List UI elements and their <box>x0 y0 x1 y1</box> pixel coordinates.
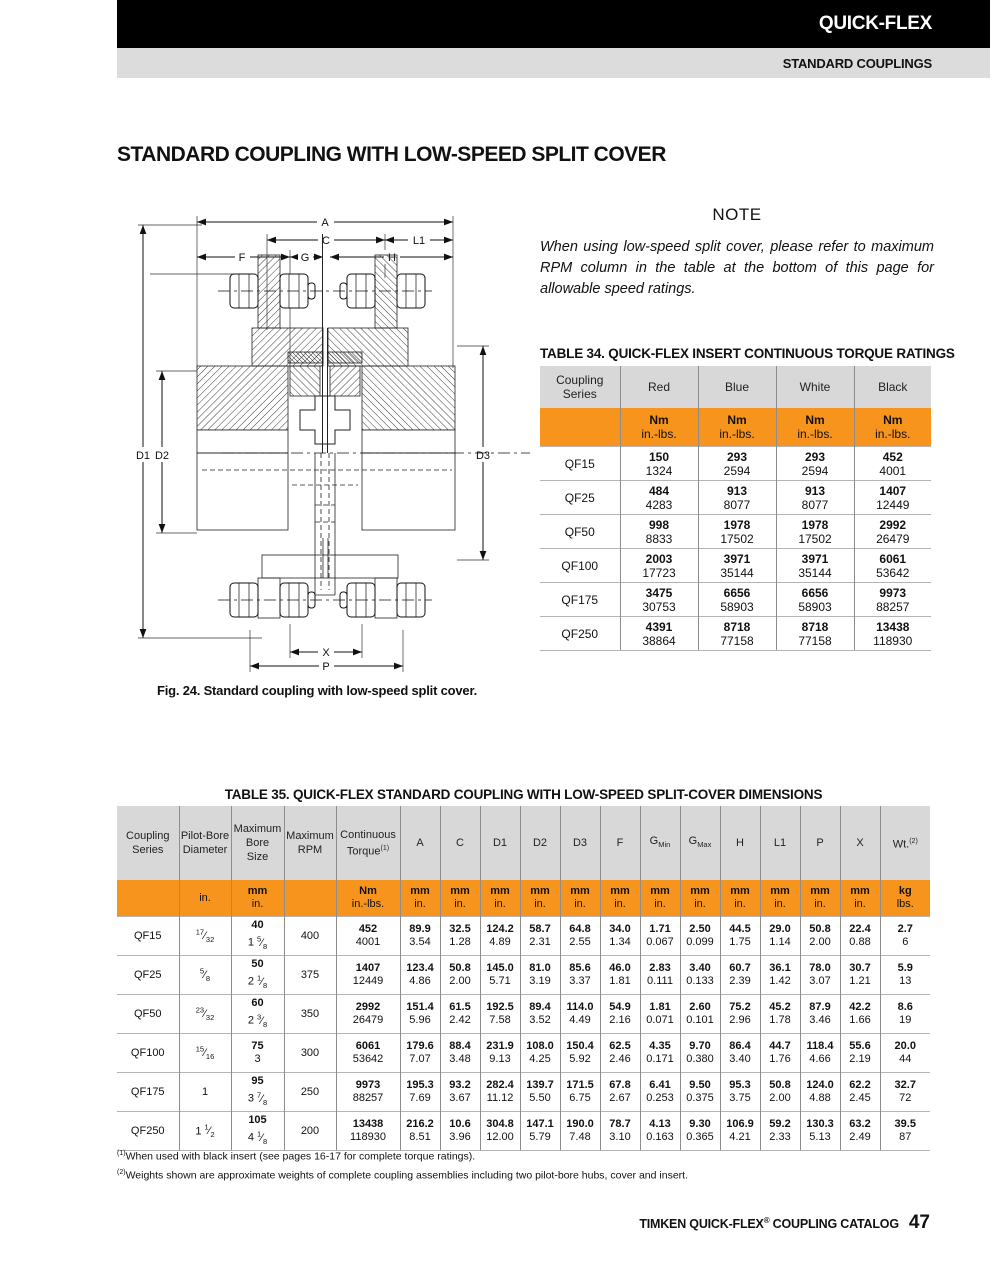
table-row <box>117 1034 930 1073</box>
dimension-cell: 2.50 0.099 <box>680 917 720 956</box>
units-cell: mm in. <box>600 880 640 917</box>
torque-cell: 1407 12449 <box>854 481 931 515</box>
dimension-cell: 3.40 0.133 <box>680 956 720 995</box>
column-header: Blue <box>698 366 776 408</box>
torque-cell: 1978 17502 <box>698 515 776 549</box>
torque-cell: 913 8077 <box>776 481 854 515</box>
dim-label-l1: L1 <box>412 235 426 247</box>
dimension-cell: 81.0 3.19 <box>520 956 560 995</box>
dimension-cell: 4.13 0.163 <box>640 1112 680 1151</box>
series-cell: QF50 <box>117 995 179 1034</box>
dimension-cell: 2992 26479 <box>336 995 400 1034</box>
series-cell: QF50 <box>540 515 620 549</box>
column-header: D1 <box>480 806 520 880</box>
dimension-cell: 89.9 3.54 <box>400 917 440 956</box>
dimension-cell: 4.35 0.171 <box>640 1034 680 1073</box>
dimension-cell: 1407 12449 <box>336 956 400 995</box>
table-row <box>540 481 931 515</box>
table-row <box>117 1073 930 1112</box>
column-header: Maximum Bore Size <box>231 806 284 880</box>
dimension-cell: 50.8 2.00 <box>800 917 840 956</box>
max-rpm-cell: 375 <box>284 956 336 995</box>
dimension-cell: 1.71 0.067 <box>640 917 680 956</box>
column-header: Coupling Series <box>117 806 179 880</box>
dimension-cell: 60.7 2.39 <box>720 956 760 995</box>
max-rpm-cell: 200 <box>284 1112 336 1151</box>
dimension-cell: 124.0 4.88 <box>800 1073 840 1112</box>
max-rpm-cell: 300 <box>284 1034 336 1073</box>
dimension-cell: 59.2 2.33 <box>760 1112 800 1151</box>
units-cell: mm in. <box>680 880 720 917</box>
column-header: Red <box>620 366 698 408</box>
dim-label-g: G <box>300 252 310 264</box>
table35-title: TABLE 35. QUICK-FLEX STANDARD COUPLING WITH LOW-SPEED SPLIT-COVER DIMENSIONS <box>224 787 823 802</box>
torque-cell: 4391 38864 <box>620 617 698 651</box>
dimension-cell: 88.4 3.48 <box>440 1034 480 1073</box>
column-header: White <box>776 366 854 408</box>
dimension-cell: 95.3 3.75 <box>720 1073 760 1112</box>
series-cell: QF25 <box>540 481 620 515</box>
column-header: D3 <box>560 806 600 880</box>
table-row <box>540 549 931 583</box>
max-bore-cell: 40 1 $^5⁄_8$ <box>231 917 284 956</box>
dimension-cell: 2.83 0.111 <box>640 956 680 995</box>
pilot-bore-cell: $^{23}⁄_{32}$ <box>179 995 231 1034</box>
column-header: Coupling Series <box>540 366 620 408</box>
units-cell: mm in. <box>840 880 880 917</box>
series-cell: QF250 <box>117 1112 179 1151</box>
dim-label-d1: D1 <box>135 450 151 462</box>
dimension-cell: 64.8 2.55 <box>560 917 600 956</box>
dimension-cell: 75.2 2.96 <box>720 995 760 1034</box>
table-row <box>540 583 931 617</box>
table-row <box>540 617 931 651</box>
max-rpm-cell: 350 <box>284 995 336 1034</box>
footnote: $^{(1)}$When used with black insert (see pages 16-17 for complete torque ratings). <box>117 1150 476 1163</box>
torque-cell: 3971 35144 <box>698 549 776 583</box>
pilot-bore-cell: 1 <box>179 1073 231 1112</box>
dimension-cell: 192.5 7.58 <box>480 995 520 1034</box>
dimension-cell: 39.5 87 <box>880 1112 930 1151</box>
series-cell: QF175 <box>540 583 620 617</box>
dimension-cell: 32.5 1.28 <box>440 917 480 956</box>
column-header: Wt.$^{(2)}$ <box>880 806 930 880</box>
dimension-cell: 20.0 44 <box>880 1034 930 1073</box>
dimension-cell: 6061 53642 <box>336 1034 400 1073</box>
torque-cell: 13438 118930 <box>854 617 931 651</box>
units-cell: Nm in.-lbs. <box>776 408 854 447</box>
dimension-cell: 118.4 4.66 <box>800 1034 840 1073</box>
series-cell: QF175 <box>117 1073 179 1112</box>
torque-cell: 2992 26479 <box>854 515 931 549</box>
figure-caption: Fig. 24. Standard coupling with low-speed split cover. <box>156 683 478 698</box>
torque-cell: 913 8077 <box>698 481 776 515</box>
dimension-cell: 124.2 4.89 <box>480 917 520 956</box>
series-cell: QF100 <box>540 549 620 583</box>
brand-title: QUICK-FLEX <box>818 13 932 34</box>
table-row <box>117 917 930 956</box>
dimension-cell: 139.7 5.50 <box>520 1073 560 1112</box>
max-bore-cell: 60 2 $^3⁄_8$ <box>231 995 284 1034</box>
page-footer <box>117 1212 930 1234</box>
max-bore-cell: 75 3 <box>231 1034 284 1073</box>
column-header: H <box>720 806 760 880</box>
dimension-cell: 282.4 11.12 <box>480 1073 520 1112</box>
table-row <box>540 447 931 481</box>
torque-cell: 998 8833 <box>620 515 698 549</box>
coupling-cross-section-diagram <box>112 200 532 682</box>
torque-cell: 2003 17723 <box>620 549 698 583</box>
dimension-cell: 78.0 3.07 <box>800 956 840 995</box>
shaft-lines <box>315 453 335 595</box>
dimension-cell: 150.4 5.92 <box>560 1034 600 1073</box>
table34-torque-ratings <box>540 366 931 651</box>
units-cell <box>540 408 620 447</box>
units-cell: mm in. <box>231 880 284 917</box>
dimension-cell: 5.9 13 <box>880 956 930 995</box>
max-bore-cell: 50 2 $^1⁄_8$ <box>231 956 284 995</box>
dimension-cell: 34.0 1.34 <box>600 917 640 956</box>
torque-cell: 3971 35144 <box>776 549 854 583</box>
dimension-cell: 123.4 4.86 <box>400 956 440 995</box>
torque-cell: 293 2594 <box>776 447 854 481</box>
dimension-cell: 13438 118930 <box>336 1112 400 1151</box>
dimension-cell: 216.2 8.51 <box>400 1112 440 1151</box>
dimension-cell: 171.5 6.75 <box>560 1073 600 1112</box>
page-title: STANDARD COUPLING WITH LOW-SPEED SPLIT COVER <box>117 143 666 166</box>
dimension-cell: 42.2 1.66 <box>840 995 880 1034</box>
units-cell: mm in. <box>480 880 520 917</box>
torque-cell: 150 1324 <box>620 447 698 481</box>
dimension-cell: 67.8 2.67 <box>600 1073 640 1112</box>
dimension-cell: 304.8 12.00 <box>480 1112 520 1151</box>
dimension-cell: 147.1 5.79 <box>520 1112 560 1151</box>
torque-cell: 8718 77158 <box>776 617 854 651</box>
torque-cell: 6656 58903 <box>776 583 854 617</box>
units-cell: in. <box>179 880 231 917</box>
dimension-cell: 50.8 2.00 <box>440 956 480 995</box>
dimension-cell: 87.9 3.46 <box>800 995 840 1034</box>
dimension-cell: 9.30 0.365 <box>680 1112 720 1151</box>
page-number: 47 <box>908 1212 930 1233</box>
torque-cell: 484 4283 <box>620 481 698 515</box>
figure-24-drawing <box>112 200 532 682</box>
dimension-cell: 46.0 1.81 <box>600 956 640 995</box>
dimension-cell: 9.70 0.380 <box>680 1034 720 1073</box>
units-cell: Nm in.-lbs. <box>620 408 698 447</box>
dimension-cell: 44.7 1.76 <box>760 1034 800 1073</box>
dimension-cell: 22.4 0.88 <box>840 917 880 956</box>
max-rpm-cell: 250 <box>284 1073 336 1112</box>
torque-cell: 9973 88257 <box>854 583 931 617</box>
dimension-cell: 2.7 6 <box>880 917 930 956</box>
column-header: Continuous Torque$^{(1)}$ <box>336 806 400 880</box>
dimension-cell: 61.5 2.42 <box>440 995 480 1034</box>
dimension-cell: 231.9 9.13 <box>480 1034 520 1073</box>
dimension-cell: 45.2 1.78 <box>760 995 800 1034</box>
column-header: Maximum RPM <box>284 806 336 880</box>
torque-cell: 1978 17502 <box>776 515 854 549</box>
dimension-cell: 32.7 72 <box>880 1073 930 1112</box>
torque-cell: 6656 58903 <box>698 583 776 617</box>
dim-label-d3: D3 <box>475 450 491 462</box>
elastomer-insert-cross <box>300 396 350 444</box>
units-cell: Nm in.-lbs. <box>698 408 776 447</box>
dim-label-d2: D2 <box>154 450 170 462</box>
dimension-cell: 108.0 4.25 <box>520 1034 560 1073</box>
pilot-bore-cell: 1 $^1⁄_2$ <box>179 1112 231 1151</box>
section-title: STANDARD COUPLINGS <box>782 55 932 71</box>
dim-label-f: F <box>238 252 246 264</box>
dimension-cell: 62.2 2.45 <box>840 1073 880 1112</box>
torque-cell: 6061 53642 <box>854 549 931 583</box>
column-header: Pilot-Bore Diameter <box>179 806 231 880</box>
table35-dimensions <box>117 806 930 1151</box>
table-row <box>540 515 931 549</box>
footnotes <box>117 1146 688 1183</box>
dimension-cell: 151.4 5.96 <box>400 995 440 1034</box>
units-cell <box>117 880 179 917</box>
units-cell: mm in. <box>800 880 840 917</box>
column-header: $G_{Max}$ <box>680 806 720 880</box>
dimension-cell: 85.6 3.37 <box>560 956 600 995</box>
units-cell: mm in. <box>720 880 760 917</box>
units-cell: mm in. <box>760 880 800 917</box>
note-body: When using low-speed split cover, please refer to maximum RPM column in the table at the bottom of this page for allowable speed ratings. <box>540 239 934 297</box>
dimension-cell: 145.0 5.71 <box>480 956 520 995</box>
dimension-cell: 10.6 3.96 <box>440 1112 480 1151</box>
dimension-cell: 190.0 7.48 <box>560 1112 600 1151</box>
series-cell: QF250 <box>540 617 620 651</box>
dimension-cell: 179.6 7.07 <box>400 1034 440 1073</box>
note-block <box>540 205 934 300</box>
dimension-cell: 1.81 0.071 <box>640 995 680 1034</box>
dimension-cell: 36.1 1.42 <box>760 956 800 995</box>
column-header: X <box>840 806 880 880</box>
series-cell: QF100 <box>117 1034 179 1073</box>
footer-catalog-title: TIMKEN QUICK-FLEX® COUPLING CATALOG <box>639 1215 899 1231</box>
units-cell: mm in. <box>520 880 560 917</box>
footnote: $^{(2)}$Weights shown are approximate weights of complete coupling assemblies including two pilot-bore hubs, cover and insert. <box>117 1168 688 1181</box>
table-row <box>117 995 930 1034</box>
header-brand-bar <box>117 0 990 48</box>
dimension-cell: 106.9 4.21 <box>720 1112 760 1151</box>
units-cell: Nm in.-lbs. <box>854 408 931 447</box>
dimension-cell: 195.3 7.69 <box>400 1073 440 1112</box>
dim-label-x: X <box>322 647 330 659</box>
column-header: P <box>800 806 840 880</box>
dimension-cell: 8.6 19 <box>880 995 930 1034</box>
dimension-cell: 62.5 2.46 <box>600 1034 640 1073</box>
pilot-bore-cell: $^5⁄_8$ <box>179 956 231 995</box>
torque-cell: 452 4001 <box>854 447 931 481</box>
units-cell: mm in. <box>640 880 680 917</box>
header-section-bar <box>117 48 990 78</box>
dimension-cell: 452 4001 <box>336 917 400 956</box>
dim-label-a: A <box>321 217 329 229</box>
torque-cell: 3475 30753 <box>620 583 698 617</box>
dim-label-c: C <box>322 235 330 247</box>
dimension-cell: 93.2 3.67 <box>440 1073 480 1112</box>
units-cell: mm in. <box>440 880 480 917</box>
dimension-cell: 58.7 2.31 <box>520 917 560 956</box>
note-heading: NOTE <box>712 205 762 224</box>
units-cell: mm in. <box>400 880 440 917</box>
dimension-cell: 9973 88257 <box>336 1073 400 1112</box>
table-row <box>117 956 930 995</box>
column-header: C <box>440 806 480 880</box>
dimension-cell: 54.9 2.16 <box>600 995 640 1034</box>
dimension-cell: 86.4 3.40 <box>720 1034 760 1073</box>
dimension-cell: 55.6 2.19 <box>840 1034 880 1073</box>
column-header: F <box>600 806 640 880</box>
dimension-cell: 114.0 4.49 <box>560 995 600 1034</box>
table34-title: TABLE 34. QUICK-FLEX INSERT CONTINUOUS TORQUE RATINGS <box>540 346 955 361</box>
series-cell: QF15 <box>540 447 620 481</box>
column-header: D2 <box>520 806 560 880</box>
column-header: A <box>400 806 440 880</box>
column-header: L1 <box>760 806 800 880</box>
pilot-bore-cell: $^{15}⁄_{16}$ <box>179 1034 231 1073</box>
units-cell <box>284 880 336 917</box>
dimension-cell: 130.3 5.13 <box>800 1112 840 1151</box>
series-cell: QF25 <box>117 956 179 995</box>
dimension-cell: 6.41 0.253 <box>640 1073 680 1112</box>
max-bore-cell: 105 4 $^1⁄_8$ <box>231 1112 284 1151</box>
max-rpm-cell: 400 <box>284 917 336 956</box>
dimension-cell: 89.4 3.52 <box>520 995 560 1034</box>
dimension-cell: 63.2 2.49 <box>840 1112 880 1151</box>
torque-cell: 293 2594 <box>698 447 776 481</box>
column-header: Black <box>854 366 931 408</box>
dimension-cell: 78.7 3.10 <box>600 1112 640 1151</box>
dimension-cell: 9.50 0.375 <box>680 1073 720 1112</box>
units-cell: mm in. <box>560 880 600 917</box>
hidden-lines <box>202 453 452 590</box>
dimension-cell: 30.7 1.21 <box>840 956 880 995</box>
pilot-bore-cell: $^{17}⁄_{32}$ <box>179 917 231 956</box>
dimension-cell: 50.8 2.00 <box>760 1073 800 1112</box>
series-cell: QF15 <box>117 917 179 956</box>
units-cell: kg lbs. <box>880 880 930 917</box>
dimension-cell: 2.60 0.101 <box>680 995 720 1034</box>
dim-label-p: P <box>322 661 330 673</box>
dimension-cell: 29.0 1.14 <box>760 917 800 956</box>
column-header: $G_{Min}$ <box>640 806 680 880</box>
torque-cell: 8718 77158 <box>698 617 776 651</box>
table-row <box>117 1112 930 1151</box>
units-cell: Nm in.-lbs. <box>336 880 400 917</box>
max-bore-cell: 95 3 $^7⁄_8$ <box>231 1073 284 1112</box>
dimension-cell: 44.5 1.75 <box>720 917 760 956</box>
